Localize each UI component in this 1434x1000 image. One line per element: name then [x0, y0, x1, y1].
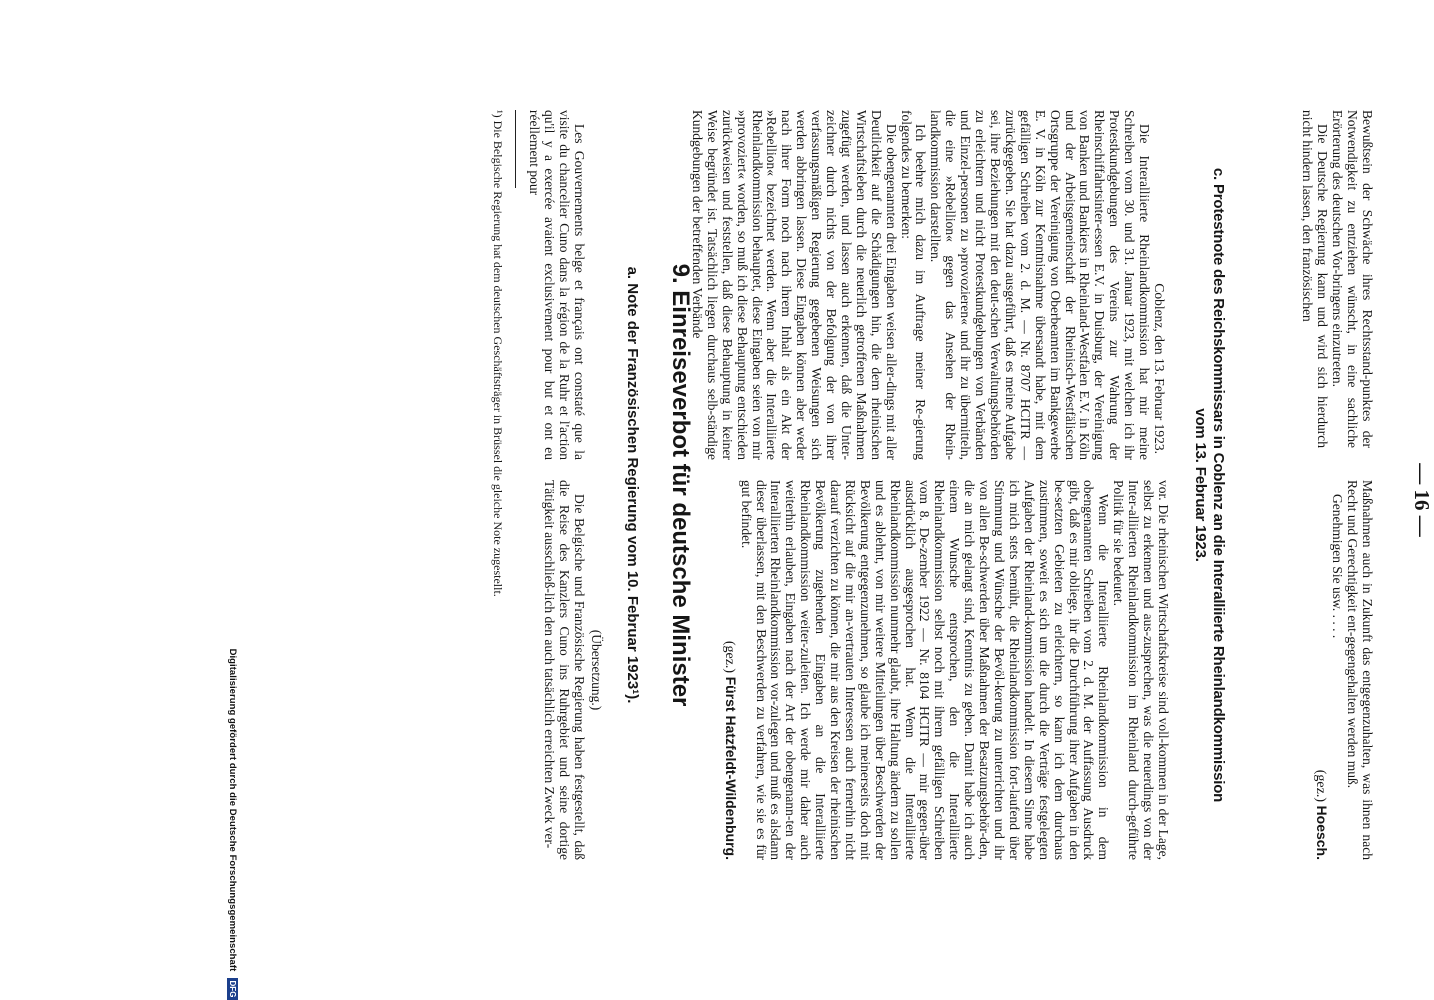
column-right-top — [1312, 480, 1374, 860]
paragraph: Die Deutsche Regierung kann und wird sich hierdurch nicht hindern lassen, den französischen — [1300, 110, 1331, 448]
paragraph: vor. Die rheinischen Wirtschaftskreise sind voll-kommen in der Lage, selbst zu erkennen und aus-zusprechen, was die neuerdings von der Inter-alliierten Rheinlandkommission im Rheinland durch-geführte Politik für sie bedeutet. — [1111, 480, 1171, 860]
paragraph: Bewußtsein der Schwäche ihres Rechtsstand-punktes der Notwendigkeit zu entziehen wünscht, in eine sachliche Erörterung des deutschen Vor-bringens einzutreten. — [1330, 110, 1375, 448]
signature-name: Fürst Hatzfeldt-Wildenburg. — [722, 676, 739, 860]
paragraph: Ich beehre mich dazu im Auftrage meiner Re-gierung folgendes zu bemerken: — [898, 110, 929, 460]
paragraph: Die Interalliierte Rheinlandkommission hat mir meine Schreiben vom 30. und 31. Januar 1923, mit welchen ich ihr Protestkundgebungen des Vereins zur Wahrung der Rheinschiffahrtsinter-essen E.V. in Duisburg, der Vereinigung von Banken und Bankiers in Rheinland-Westfalen E.V. in Köln und der Arbeitsgemeinschaft der Rheinisch-Westfälischen Ortsgruppe der Vereinigung von Oberbeamten im Bankgewerbe E. V. in Köln zur Kenntnisnahme übersandt habe, mit dem gefälligen Schreiben vom 2. d. M. — Nr. 8707 HCITR — zurückgegeben. Sie hat dazu ausgeführt, daß es meine Aufgabe sei, ihre Beziehungen mit den deut-schen Verwaltungsbehörden zu erleichtern und nicht Protestkundgebungen von Verbänden und Einzel-personen zu »provozieren« und ihr zu übermitteln, die eine »Rebellion« gegen das Ansehen der Rhein-landkommission darstellten. — [928, 110, 1153, 460]
column-right-bottom — [541, 480, 586, 860]
signature-prefix: (gez.) — [721, 640, 737, 674]
signature-hatzfeldt — [721, 480, 738, 860]
signature-prefix: (gez.) — [1313, 769, 1329, 803]
footnote: ¹) Die Belgische Regierung hat dem deutschen Geschäftsträger in Brüssel die gleiche Note zugestellt. — [491, 110, 505, 597]
column-right-mid — [721, 480, 1170, 860]
paragraph: Maßnahmen auch in Zukunft das entgegenzuhalten, was ihnen nach Recht und Gerechtigkeit ent-gegengehalten werden muß. — [1345, 480, 1375, 860]
dateline: Coblenz, den 13. Februar 1923. — [1152, 283, 1167, 454]
paragraph-french: Les Gouvernements belge et français ont constaté que la visite du chancelier Cuno dans la région de la Ruhr et l'action qu'il y a exercée avaient exclusivement pour but et ont eu réellement pour — [527, 110, 587, 460]
column-left-top — [1299, 110, 1374, 448]
column-left-mid — [689, 110, 1166, 460]
rotated-document-page — [214, 0, 1434, 1000]
translation-note: (Übersetzung.) — [589, 629, 604, 711]
section-heading-c — [1191, 110, 1227, 860]
paragraph: Wenn die Interalliierte Rheinlandkommission in dem obengenannten Schreiben vom 2. d. M. der Auffassung Ausdruck gibt, daß es mir obliege, ihr die Durchführung ihrer Aufgaben in den be-setzten Gebieten zu erleichtern, so kann ich dem durchaus zustimmen, soweit es sich um die durch die Verträge festgelegten Aufgaben der Rheinland-kommission handelt. In diesem Sinne habe ich mich stets bemüht, die Rheinlandkommission fort-laufend über Stimmung und Wünsche der Bevöl-kerung zu unterrichten und ihr von allen Be-schwerden über Maßnahmen der Besatzungsbehör-den, die an mich gelangt sind, Kenntnis zu geben. Damit habe ich auch einem Wunsche entsprochen, den die Interalliierte Rheinlandkommission selbst noch mit ihrem gefälligen Schreiben vom 8. De-zember 1922 — Nr. 8104 HCITR — mir gegen-über ausdrücklich ausgesprochen hat. Wenn die Interalliierte Rheinlandkommission nunmehr glaubt, ihre Haltung ändern zu sollen und es ablehnt, von mir weitere Mitteilungen über Beschwerden der Bevölkerung entgegenzunehmen, so glaube ich meinerseits doch mit Rücksicht auf die mir an-vertrauten Interessen auch fernerhin nicht darauf verzichten zu können, die mir aus den Kreisen der rheinischen Bevölkerung zugehenden Eingaben an die Interalliierte Rheinlandkommission weiter-zuleiten. Ich werde mir daher auch weiterhin erlauben, Eingaben nach der Art der obengenann-ten der Interalliierten Rheinlandkommission vor-zulegen und muß es alsdann dieser überlassen, mit den Beschwerden zu verfahren, wie sie es für gut befindet. — [738, 480, 1112, 860]
heading-line: vom 13. Februar 1923. — [1192, 408, 1209, 562]
signature-hoesch — [1312, 480, 1329, 860]
paragraph-german: Die Belgische und Französische Regierung haben festgestellt, daß die Reise des Kanzlers Cuno ins Ruhrgebiet und seine dortige Tätigkeit ausschließ-lich den auch tatsächlich erreichten Zweck ver- — [542, 480, 587, 860]
digitization-notice — [227, 140, 238, 1000]
signature-name: Hoesch. — [1314, 805, 1331, 860]
chapter-heading: 9. Einreiseverbot für deutsche Minister — [667, 263, 694, 707]
digitization-text: Digitalisierung gefördert durch die Deutsche Forschungsgemeinschaft — [226, 648, 238, 972]
page-number: — 16 — — [1410, 463, 1434, 537]
footnote-rule — [515, 110, 516, 188]
paragraph: Die obengenannten drei Eingaben weisen aller-dings mit aller Deutlichkeit auf die Schädigungen hin, die dem rheinischen Wirtschaftsleben durch die neuerlich getroffenen Maßnahmen zugefügt werden, und lassen auch erkennen, daß die Unter-zeichner durch nichts von der Befolgung der von ihrer verfassungsmäßigen Regierung gegebenen Weisungen sich werden abbringen lassen. Diese Eingaben können aber weder nach ihrer Form noch nach ihrem Inhalt als ein Akt der »Rebellion« bezeichnet werden. Wenn aber die Interalliierte Rheinlandkommission behauptet, diese Eingaben seien von mir »provoziert« worden, so muß ich diese Behauptung entschieden zurückweisen und feststellen, daß diese Behauptung in keiner Weise begründet ist. Tatsächlich liegen durchaus selb-ständige Kundgebungen der betreffenden Verbände — [689, 110, 899, 460]
paragraph: Genehmigen Sie usw. . . . . — [1330, 494, 1346, 639]
section-heading-a: a. Note der Französischen Regierung vom 10. Februar 1923¹). — [624, 266, 641, 704]
heading-line: c. Protestnote des Reichskommissars in Coblenz an die Interalliierte Rheinlandkommission — [1210, 167, 1227, 803]
column-left-bottom — [526, 110, 586, 460]
dfg-logo: DFG — [227, 978, 238, 1000]
